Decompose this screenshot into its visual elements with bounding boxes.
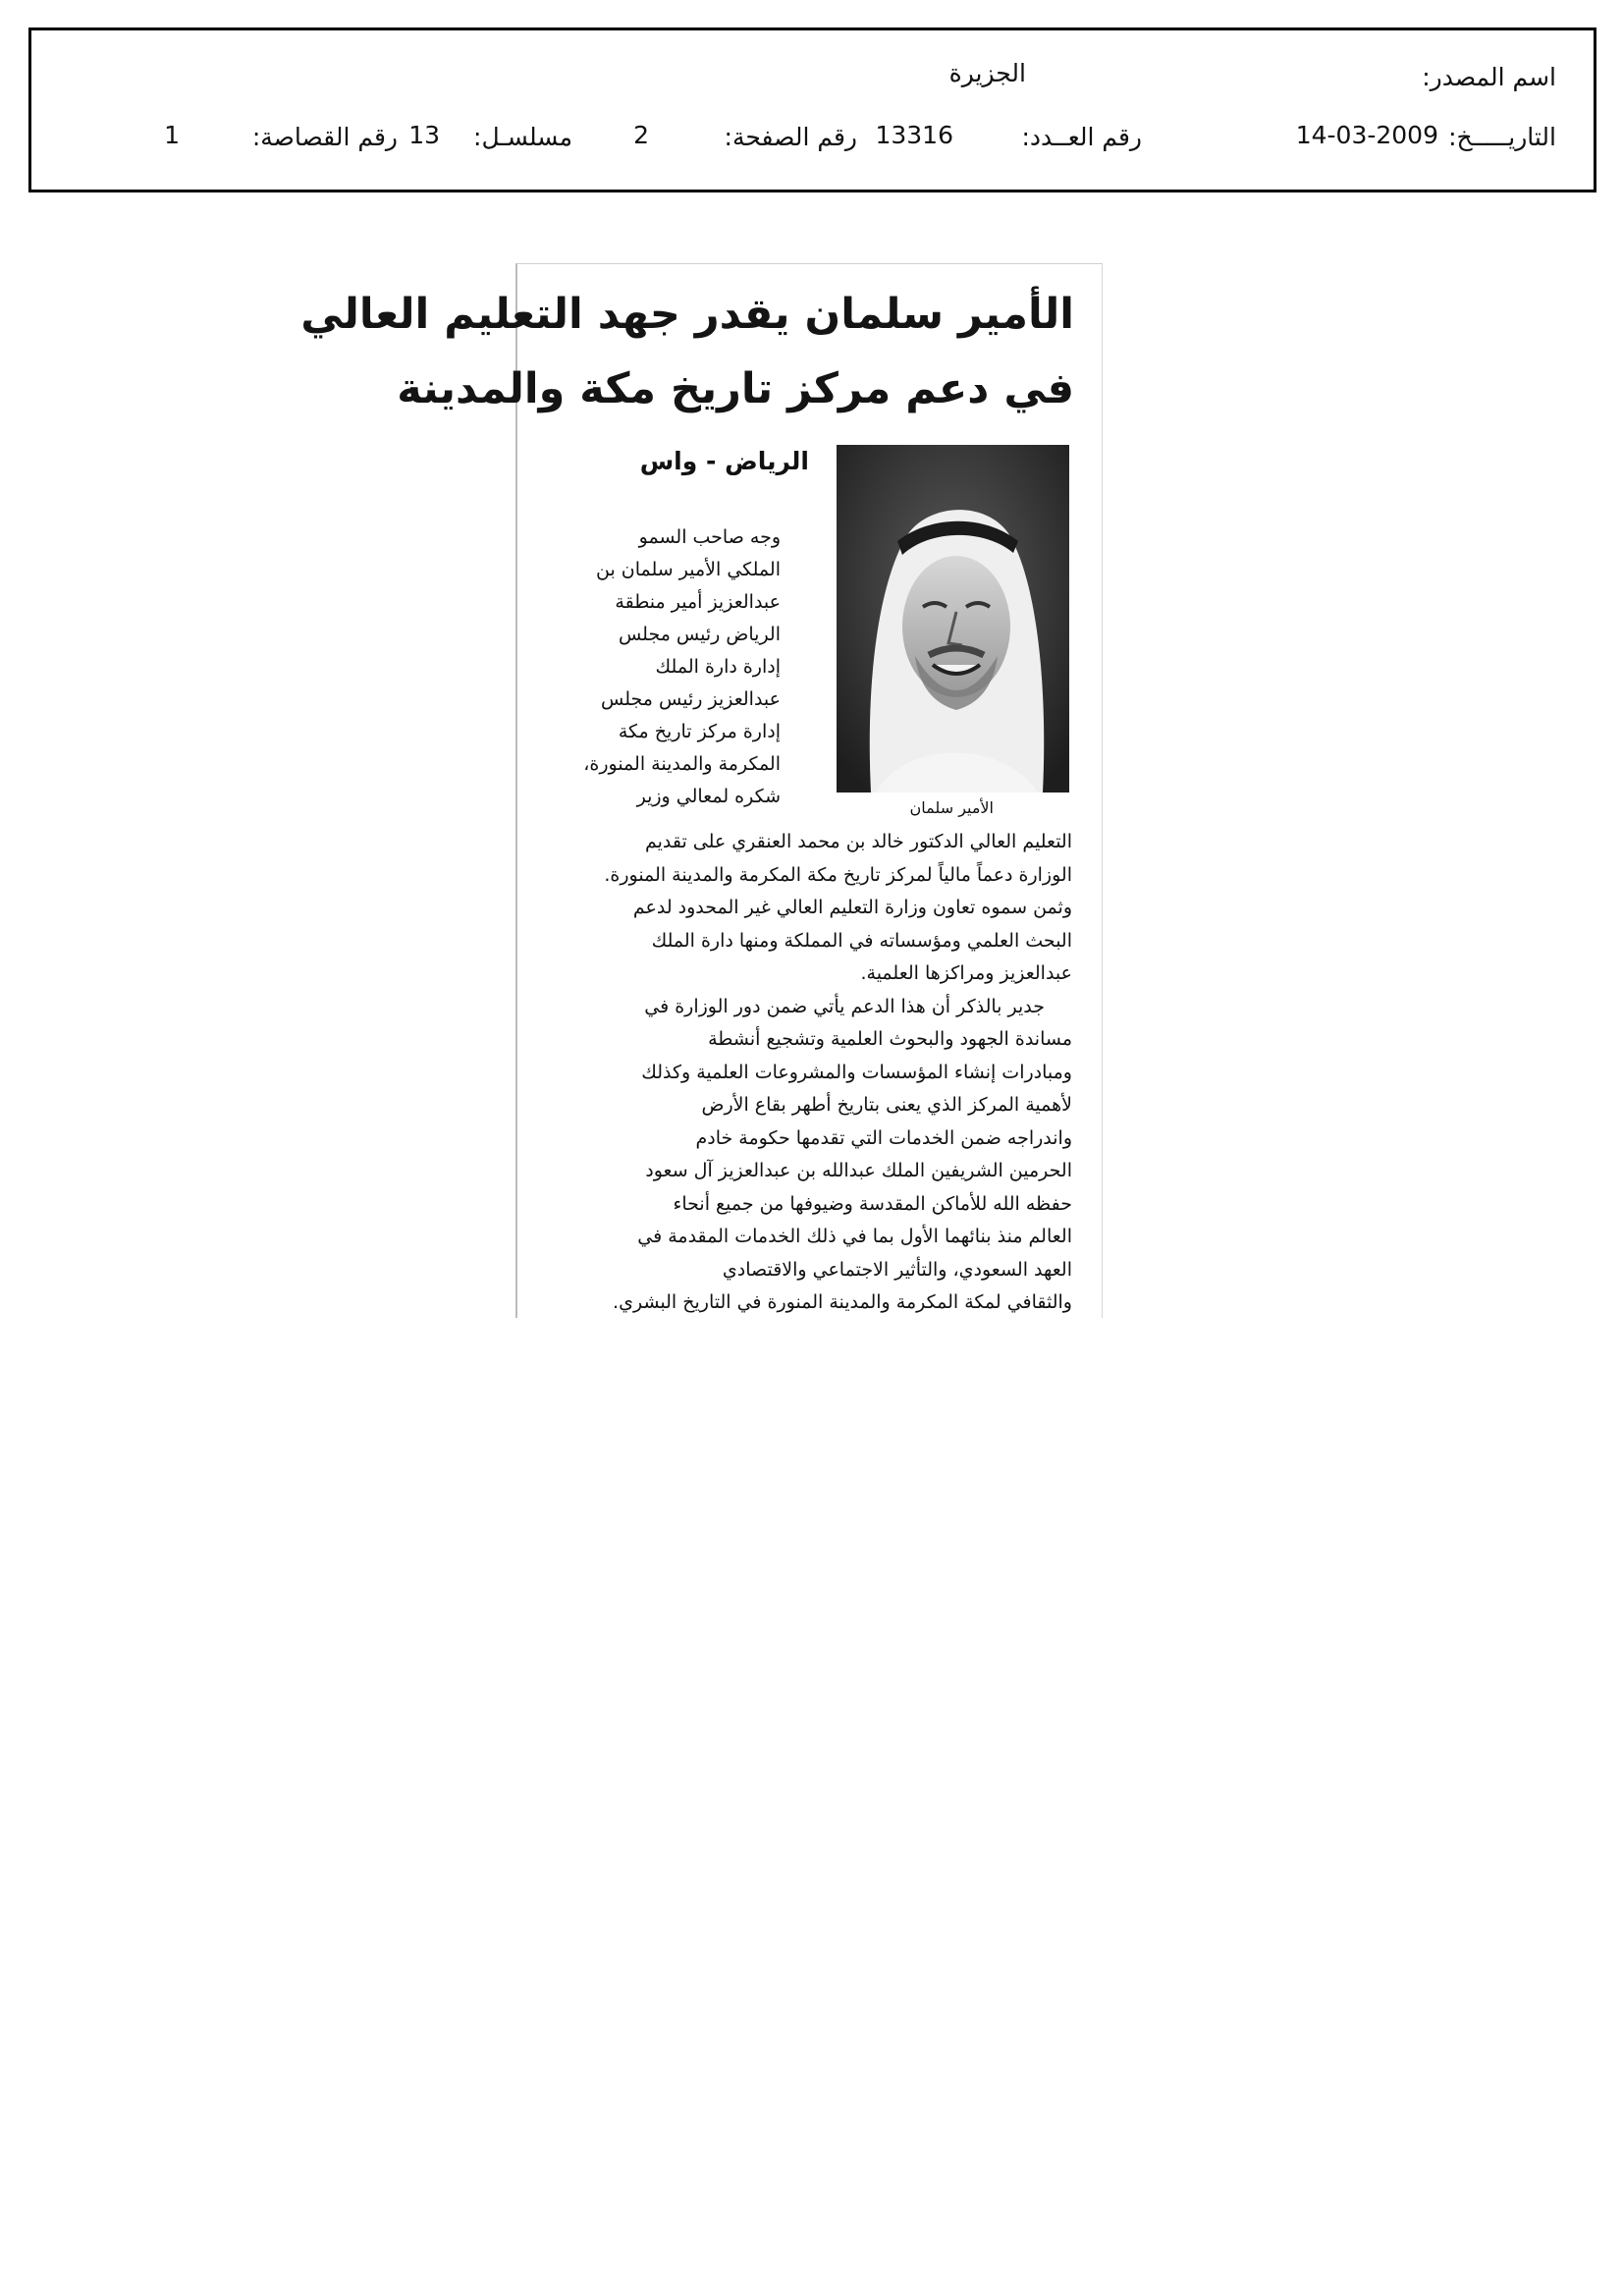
dateline: الرياض - واس — [639, 447, 809, 475]
intro-column — [545, 521, 781, 813]
date-label: التاريـــــخ: — [1448, 123, 1556, 151]
body-line: عبدالعزيز ومراكزها العلمية. — [860, 962, 1072, 984]
page-value: 2 — [633, 121, 649, 149]
source-label: اسم المصدر: — [1422, 63, 1556, 91]
clip-value: 1 — [164, 121, 180, 149]
body-line: حفظه الله للأماكن المقدسة وضيوفها من جميع أنحاء — [673, 1192, 1072, 1215]
body-line: جدير بالذكر أن هذا الدعم يأتي ضمن دور الوزارة في — [644, 995, 1045, 1017]
body-line: مساندة الجهود والبحوث العلمية وتشجيع أنشطة — [708, 1028, 1072, 1050]
intro-line: عبدالعزيز رئيس مجلس — [601, 688, 781, 710]
intro-line: الرياض رئيس مجلس — [618, 624, 781, 645]
page-label: رقم الصفحة: — [724, 123, 857, 151]
body-line: ومبادرات إنشاء المؤسسات والمشروعات العلمية وكذلك — [641, 1061, 1072, 1083]
portrait-photo — [837, 445, 1069, 793]
body-line: لأهمية المركز الذي يعنى بتاريخ أطهر بقاع الأرض — [701, 1094, 1072, 1116]
portrait-image — [837, 445, 1069, 793]
issue-value: 13316 — [875, 121, 953, 149]
body-line: الوزارة دعماً مالياً لمركز تاريخ مكة المكرمة والمدينة المنورة. — [604, 863, 1072, 886]
serial-value: 13 — [408, 121, 440, 149]
headline-line-2: في دعم مركز تاريخ مكة والمدينة — [397, 364, 1074, 413]
body-line: والثقافي لمكة المكرمة والمدينة المنورة في التاريخ البشري. — [613, 1291, 1072, 1313]
body-line: العهد السعودي، والتأثير الاجتماعي والاقتصادي — [722, 1258, 1072, 1281]
intro-line: شكره لمعالي وزير — [636, 786, 781, 807]
newspaper-clipping — [300, 263, 1103, 1318]
source-value: الجزيرة — [948, 59, 1026, 87]
photo-caption: الأمير سلمان — [909, 798, 994, 817]
body-line: العالم منذ بنائهما الأول بما في ذلك الخدمات المقدمة في — [637, 1226, 1072, 1247]
intro-line: الملكي الأمير سلمان بن — [596, 559, 781, 580]
intro-line: إدارة دارة الملك — [655, 656, 781, 678]
clip-label: رقم القصاصة: — [251, 123, 398, 151]
body-line: الحرمين الشريفين الملك عبدالله بن عبدالعزيز آل سعود — [645, 1160, 1072, 1181]
article-body — [547, 826, 1072, 1320]
issue-label: رقم العــدد: — [1021, 123, 1142, 151]
date-value: 14-03-2009 — [1295, 121, 1438, 149]
body-line: وثمن سموه تعاون وزارة التعليم العالي غير المحدود لدعم — [632, 897, 1072, 918]
clipping-metadata-box — [28, 27, 1596, 192]
headline-line-1: الأمير سلمان يقدر جهد التعليم العالي — [300, 290, 1074, 339]
body-line: البحث العلمي ومؤسساته في المملكة ومنها دارة الملك — [651, 929, 1072, 952]
intro-line: عبدالعزيز أمير منطقة — [615, 591, 781, 613]
intro-line: إدارة مركز تاريخ مكة — [618, 721, 781, 742]
body-line: التعليم العالي الدكتور خالد بن محمد العنقري على تقديم — [644, 831, 1072, 852]
intro-line: المكرمة والمدينة المنورة، — [583, 753, 781, 775]
serial-label: مسلسـل: — [473, 123, 572, 151]
body-line: واندراجه ضمن الخدمات التي تقدمها حكومة خادم — [695, 1126, 1072, 1149]
intro-line: وجه صاحب السمو — [638, 526, 781, 548]
